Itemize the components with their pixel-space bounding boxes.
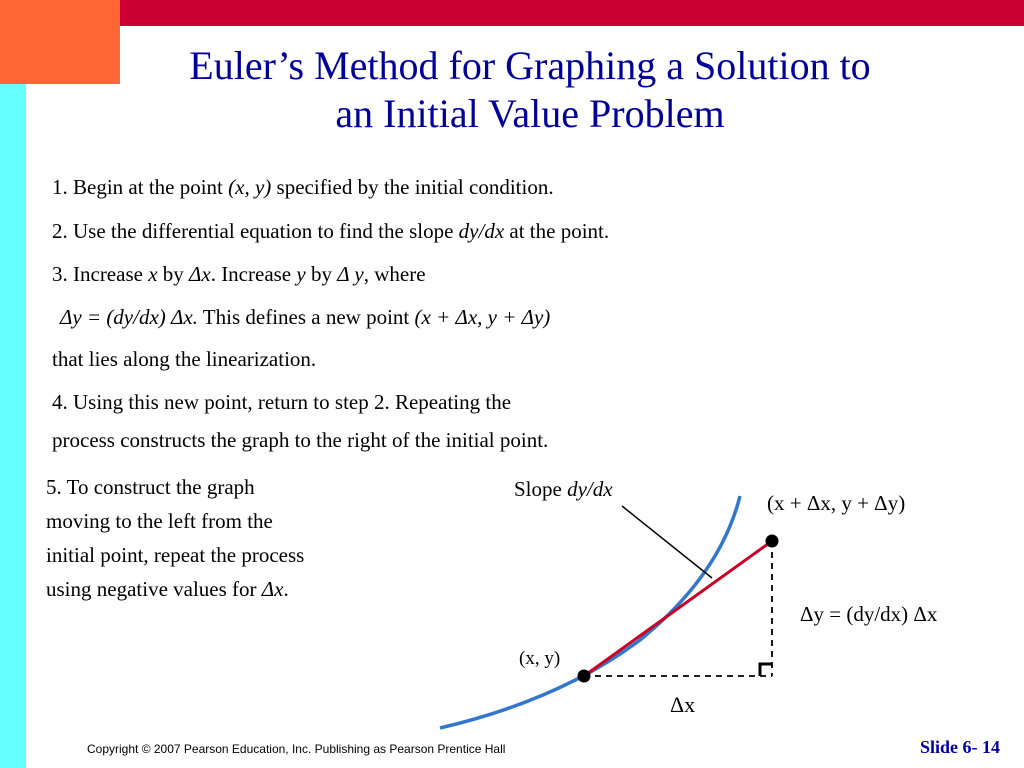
- copyright-footer: Copyright © 2007 Pearson Education, Inc. Publishing as Pearson Prentice Hall: [87, 742, 506, 756]
- step-5-text-a: using negative values for: [46, 577, 262, 601]
- slide-title: [100, 42, 960, 138]
- step-1: [52, 174, 554, 200]
- step-5-dx: Δx: [261, 577, 284, 601]
- step-1-text-b: specified by the initial condition.: [271, 175, 554, 199]
- step-3-line-3: that lies along the linearization.: [52, 347, 317, 371]
- initial-point-label: (x, y): [519, 648, 561, 669]
- top-accent-bar: [0, 0, 1024, 26]
- step-5-line-3: initial point, repeat the process: [46, 543, 305, 567]
- step-2-text-b: at the point.: [504, 219, 610, 243]
- delta-x-label: Δx: [670, 692, 696, 717]
- step-3-text-f: This defines a new point: [197, 305, 415, 329]
- step-3-new-point: (x + Δx, y + Δy): [414, 305, 551, 329]
- step-2: [52, 218, 609, 244]
- step-3-line-1: [52, 261, 426, 287]
- initial-point-dot: [578, 670, 591, 683]
- step-2-text-a: 2. Use the differential equation to find the slope: [52, 219, 459, 243]
- new-point-label: (x + Δx, y + Δy): [767, 491, 906, 515]
- slope-pointer-line: [622, 506, 712, 578]
- step-3-text-a: 3. Increase: [52, 262, 149, 286]
- step-3-x: x: [148, 262, 158, 286]
- step-4-line-2: process constructs the graph to the right of the initial point.: [52, 428, 549, 452]
- slide-number: Slide 6- 14: [919, 737, 1000, 757]
- step-1-point: (x, y): [228, 175, 272, 199]
- step-5-line-2: moving to the left from the: [46, 509, 273, 533]
- side-accent-strip: [0, 84, 26, 768]
- step-3-equation: Δy = (dy/dx) Δx.: [60, 305, 198, 329]
- slide-title-line-1: Euler’s Method for Graphing a Solution to: [189, 43, 871, 88]
- slope-label-expression: dy/dx: [567, 477, 613, 501]
- step-3-dx: Δx: [189, 262, 211, 286]
- slope-label: [514, 477, 613, 501]
- step-4-line-1: 4. Using this new point, return to step 2. Repeating the: [52, 390, 512, 414]
- step-5-text-c: .: [283, 577, 289, 601]
- step-3-line-2: [60, 304, 550, 330]
- step-3-text-e: , where: [363, 262, 426, 286]
- right-angle-marker: [760, 664, 772, 676]
- step-5-line-1: 5. To construct the graph: [46, 475, 255, 499]
- slide-title-line-2: an Initial Value Problem: [335, 91, 725, 136]
- new-point-dot: [766, 535, 779, 548]
- euler-step-diagram: [420, 460, 1000, 740]
- delta-y-label: Δy = (dy/dx) Δx: [800, 602, 938, 626]
- step-5-line-4: [46, 572, 406, 606]
- step-1-text-a: 1. Begin at the point: [52, 175, 229, 199]
- step-3-text-b: by: [157, 262, 190, 286]
- slope-label-word: Slope: [514, 477, 568, 501]
- step-3-text-c: . Increase: [210, 262, 297, 286]
- step-3-text-d: by: [305, 262, 338, 286]
- step-3-y: y: [296, 262, 306, 286]
- step-2-slope: dy/dx: [458, 219, 505, 243]
- tangent-line: [584, 541, 772, 676]
- step-3-dy: Δ y: [337, 262, 364, 286]
- step-5: [46, 470, 406, 606]
